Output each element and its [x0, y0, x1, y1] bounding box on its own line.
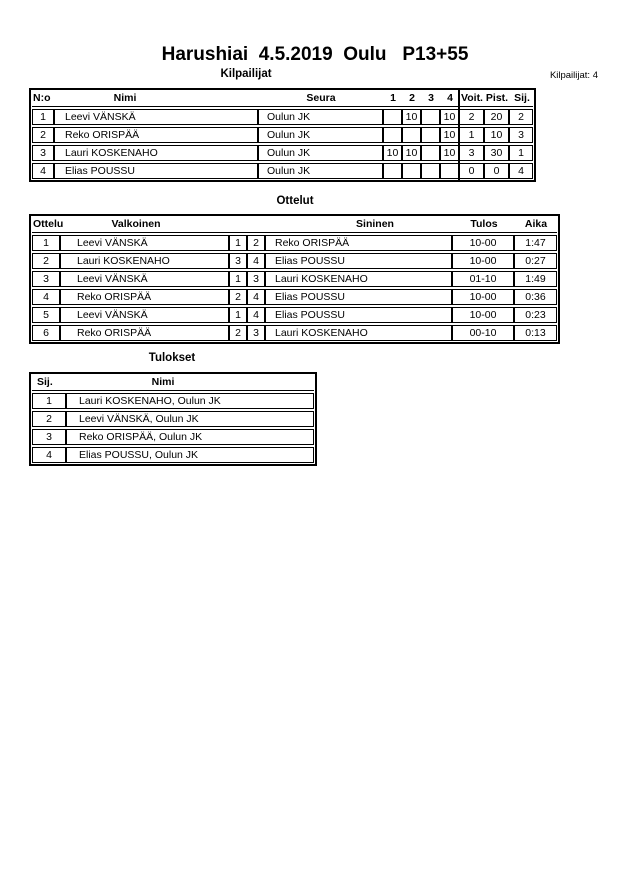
match-row [32, 235, 557, 251]
competitors-table [29, 88, 536, 182]
cell-name: Leevi VÄNSKÄ [54, 109, 258, 125]
cell-vs-1 [383, 109, 402, 125]
cell-blue: Lauri KOSKENAHO [265, 325, 452, 341]
cell-points: 20 [484, 109, 509, 125]
cell-time: 0:13 [514, 325, 557, 341]
cell-result: 00-10 [452, 325, 514, 341]
cell-result: 10-00 [452, 253, 514, 269]
cell-place: 1 [509, 145, 533, 161]
cell-white: Leevi VÄNSKÄ [60, 271, 229, 287]
matches-table [29, 214, 560, 344]
cell-blue: Elias POUSSU [265, 253, 452, 269]
cell-vs-2: 10 [402, 109, 421, 125]
col-header-match-no: Ottelu [33, 218, 64, 230]
cell-points: 10 [484, 127, 509, 143]
cell-name: Lauri KOSKENAHO, Oulun JK [66, 393, 314, 409]
cell-wins: 3 [459, 145, 484, 161]
cell-place: 2 [32, 411, 66, 427]
cell-place: 2 [509, 109, 533, 125]
results-group-divider [458, 90, 460, 180]
cell-white: Reko ORISPÄÄ [60, 325, 229, 341]
cell-vs-1 [383, 163, 402, 179]
cell-vs-3 [421, 145, 440, 161]
match-row [32, 271, 557, 287]
cell-points: 30 [484, 145, 509, 161]
result-row [32, 393, 314, 409]
results-table [29, 372, 317, 466]
cell-match-no: 6 [32, 325, 60, 341]
section-title-matches: Ottelut [276, 195, 314, 207]
cell-blue: Elias POUSSU [265, 289, 452, 305]
cell-white: Lauri KOSKENAHO [60, 253, 229, 269]
results-table-header [32, 375, 314, 391]
cell-time: 1:47 [514, 235, 557, 251]
cell-vs-3 [421, 127, 440, 143]
cell-club: Oulun JK [258, 109, 383, 125]
cell-name: Lauri KOSKENAHO [54, 145, 258, 161]
cell-wins: 1 [459, 127, 484, 143]
cell-time: 1:49 [514, 271, 557, 287]
cell-time: 0:23 [514, 307, 557, 323]
cell-place: 1 [32, 393, 66, 409]
cell-blue: Elias POUSSU [265, 307, 452, 323]
cell-match-no: 5 [32, 307, 60, 323]
cell-match-no: 3 [32, 271, 60, 287]
cell-time: 0:36 [514, 289, 557, 305]
cell-wins: 2 [459, 109, 484, 125]
col-header-no: N:o [33, 92, 51, 104]
cell-club: Oulun JK [258, 163, 383, 179]
col-header-r4: 4 [447, 92, 453, 104]
cell-white: Leevi VÄNSKÄ [60, 307, 229, 323]
cell-white-no: 2 [229, 289, 247, 305]
col-header-place: Sij. [37, 376, 53, 388]
result-row [32, 447, 314, 463]
cell-result: 10-00 [452, 235, 514, 251]
col-header-time: Aika [524, 218, 548, 230]
cell-place: 3 [509, 127, 533, 143]
section-title-competitors: Kilpailijat [220, 68, 272, 80]
cell-blue-no: 4 [247, 307, 265, 323]
cell-club: Oulun JK [258, 127, 383, 143]
cell-blue-no: 2 [247, 235, 265, 251]
cell-wins: 0 [459, 163, 484, 179]
cell-number: 4 [32, 163, 54, 179]
cell-vs-2 [402, 163, 421, 179]
cell-result: 01-10 [452, 271, 514, 287]
cell-number: 1 [32, 109, 54, 125]
cell-name: Reko ORISPÄÄ, Oulun JK [66, 429, 314, 445]
cell-white-no: 1 [229, 235, 247, 251]
competitors-count: Kilpailijat: 4 [549, 70, 598, 81]
cell-club: Oulun JK [258, 145, 383, 161]
col-header-club: Seura [306, 92, 336, 104]
cell-match-no: 1 [32, 235, 60, 251]
cell-match-no: 2 [32, 253, 60, 269]
cell-white-no: 1 [229, 307, 247, 323]
col-header-blue: Sininen [356, 218, 394, 230]
cell-blue-no: 4 [247, 253, 265, 269]
cell-blue-no: 4 [247, 289, 265, 305]
col-header-name: Nimi [113, 92, 137, 104]
cell-vs-4: 10 [440, 109, 459, 125]
col-header-points: Pist. [485, 92, 509, 104]
section-title-results: Tulokset [148, 352, 196, 364]
match-row [32, 289, 557, 305]
cell-result: 10-00 [452, 289, 514, 305]
cell-white: Reko ORISPÄÄ [60, 289, 229, 305]
col-header-white: Valkoinen [111, 218, 161, 230]
cell-place: 4 [32, 447, 66, 463]
cell-blue-no: 3 [247, 271, 265, 287]
cell-number: 2 [32, 127, 54, 143]
page-title: Harushiai 4.5.2019 Oulu P13+55 [161, 44, 469, 65]
col-header-r3: 3 [428, 92, 434, 104]
matches-table-header [32, 217, 557, 233]
cell-vs-4 [440, 163, 459, 179]
cell-place: 4 [509, 163, 533, 179]
cell-result: 10-00 [452, 307, 514, 323]
col-header-result: Tulos [470, 218, 498, 230]
col-header-name: Nimi [151, 376, 175, 388]
cell-vs-1: 10 [383, 145, 402, 161]
cell-vs-3 [421, 109, 440, 125]
cell-points: 0 [484, 163, 509, 179]
cell-name: Elias POUSSU [54, 163, 258, 179]
col-header-wins: Voit. [461, 92, 483, 104]
match-row [32, 307, 557, 323]
cell-number: 3 [32, 145, 54, 161]
match-row [32, 253, 557, 269]
col-header-place: Sij. [514, 92, 530, 104]
cell-name: Leevi VÄNSKÄ, Oulun JK [66, 411, 314, 427]
cell-match-no: 4 [32, 289, 60, 305]
cell-vs-1 [383, 127, 402, 143]
cell-vs-4: 10 [440, 127, 459, 143]
cell-time: 0:27 [514, 253, 557, 269]
cell-vs-2 [402, 127, 421, 143]
cell-vs-3 [421, 163, 440, 179]
col-header-r1: 1 [390, 92, 396, 104]
cell-white-no: 2 [229, 325, 247, 341]
match-row [32, 325, 557, 341]
cell-white: Leevi VÄNSKÄ [60, 235, 229, 251]
cell-blue: Lauri KOSKENAHO [265, 271, 452, 287]
cell-name: Reko ORISPÄÄ [54, 127, 258, 143]
cell-name: Elias POUSSU, Oulun JK [66, 447, 314, 463]
result-row [32, 429, 314, 445]
cell-blue: Reko ORISPÄÄ [265, 235, 452, 251]
cell-blue-no: 3 [247, 325, 265, 341]
cell-vs-2: 10 [402, 145, 421, 161]
cell-place: 3 [32, 429, 66, 445]
result-row [32, 411, 314, 427]
col-header-r2: 2 [409, 92, 415, 104]
cell-vs-4: 10 [440, 145, 459, 161]
cell-white-no: 3 [229, 253, 247, 269]
cell-white-no: 1 [229, 271, 247, 287]
